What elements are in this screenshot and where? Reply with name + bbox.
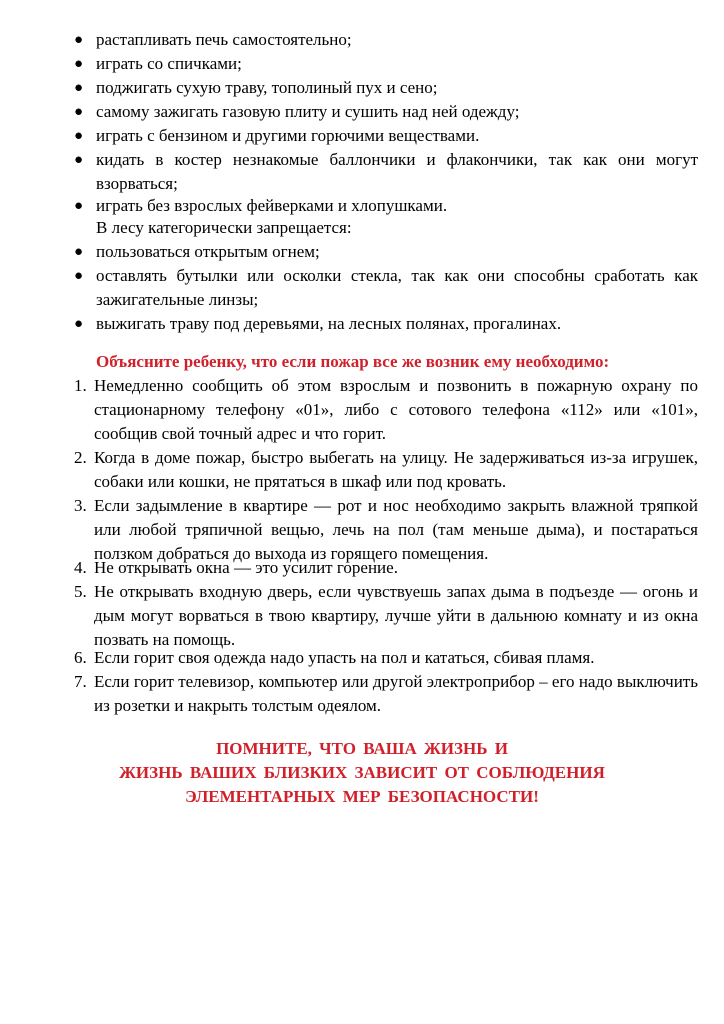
bullet-text: выжигать траву под деревьями, на лесных полянах, прогалинах. [96, 314, 562, 333]
bullet-icon: ● [74, 128, 84, 144]
warning-line: ЭЛЕМЕНТАРНЫХ МЕР БЕЗОПАСНОСТИ! [185, 787, 539, 806]
item-text: Если задымление в квартире — рот и нос необходимо закрыть влажной тряпкой или любой тряпичной вещью, лечь на пол (там меньше дыма), и постараться ползком добраться до выхода из горящего помещения. [94, 496, 698, 563]
bullet-icon: ● [74, 244, 84, 260]
bullet-text: оставлять бутылки или осколки стекла, так как они способны сработать как зажигательные линзы; [96, 266, 698, 309]
item-text: Если горит телевизор, компьютер или другой электроприбор – его надо выключить из розетки и накрыть толстым одеялом. [94, 672, 698, 715]
bullet-text: пользоваться открытым огнем; [96, 242, 320, 261]
explain-heading: Объясните ребенку, что если пожар все же возник ему необходимо: [96, 352, 610, 371]
item-number: 1. [74, 376, 87, 395]
bullet-icon: ● [74, 198, 84, 214]
forest-heading: В лесу категорически запрещается: [96, 218, 352, 237]
bullet-text: играть со спичками; [96, 54, 242, 73]
bullet-text: играть без взрослых фейверками и хлопушками. [96, 196, 448, 215]
bullet-text: растапливать печь самостоятельно; [96, 30, 352, 49]
bullet-icon: ● [74, 56, 84, 72]
item-number: 7. [74, 672, 87, 691]
bullet-icon: ● [74, 268, 84, 284]
warning-line: ПОМНИТЕ, ЧТО ВАША ЖИЗНЬ И [216, 739, 508, 758]
item-text: Немедленно сообщить об этом взрослым и позвонить в пожарную охрану по стационарному телефону «01», либо с сотового телефона «112» или «101», сообщив свой точный адрес и что горит. [94, 376, 698, 443]
item-number: 2. [74, 448, 87, 467]
bullet-icon: ● [74, 316, 84, 332]
bullet-icon: ● [74, 152, 84, 168]
item-number: 6. [74, 648, 87, 667]
bullet-text: играть с бензином и другими горючими веществами. [96, 126, 480, 145]
item-number: 3. [74, 496, 87, 515]
item-text: Если горит своя одежда надо упасть на пол и кататься, сбивая пламя. [94, 648, 595, 667]
item-text: Когда в доме пожар, быстро выбегать на улицу. Не задерживаться из-за игрушек, собаки или кошки, не прятаться в шкаф или под кровать. [94, 448, 698, 491]
item-text: Не открывать окна — это усилит горение. [94, 558, 398, 577]
bullet-icon: ● [74, 80, 84, 96]
item-number: 4. [74, 558, 87, 577]
bullet-text: поджигать сухую траву, тополиный пух и сено; [96, 78, 438, 97]
bullet-icon: ● [74, 104, 84, 120]
safety-warning [40, 737, 684, 809]
item-text: Не открывать входную дверь, если чувствуешь запах дыма в подъезде — огонь и дым могут ворваться в твою квартиру, лучше уйти в дальнюю комнату и из окна позвать на помощь. [94, 582, 698, 649]
bullet-text: самому зажигать газовую плиту и сушить над ней одежду; [96, 102, 520, 121]
bullet-text: кидать в костер незнакомые баллончики и флакончики, так как они могут взорваться; [96, 150, 698, 193]
warning-line: ЖИЗНЬ ВАШИХ БЛИЗКИХ ЗАВИСИТ ОТ СОБЛЮДЕНИЯ [119, 763, 605, 782]
item-number: 5. [74, 582, 87, 601]
bullet-icon: ● [74, 32, 84, 48]
